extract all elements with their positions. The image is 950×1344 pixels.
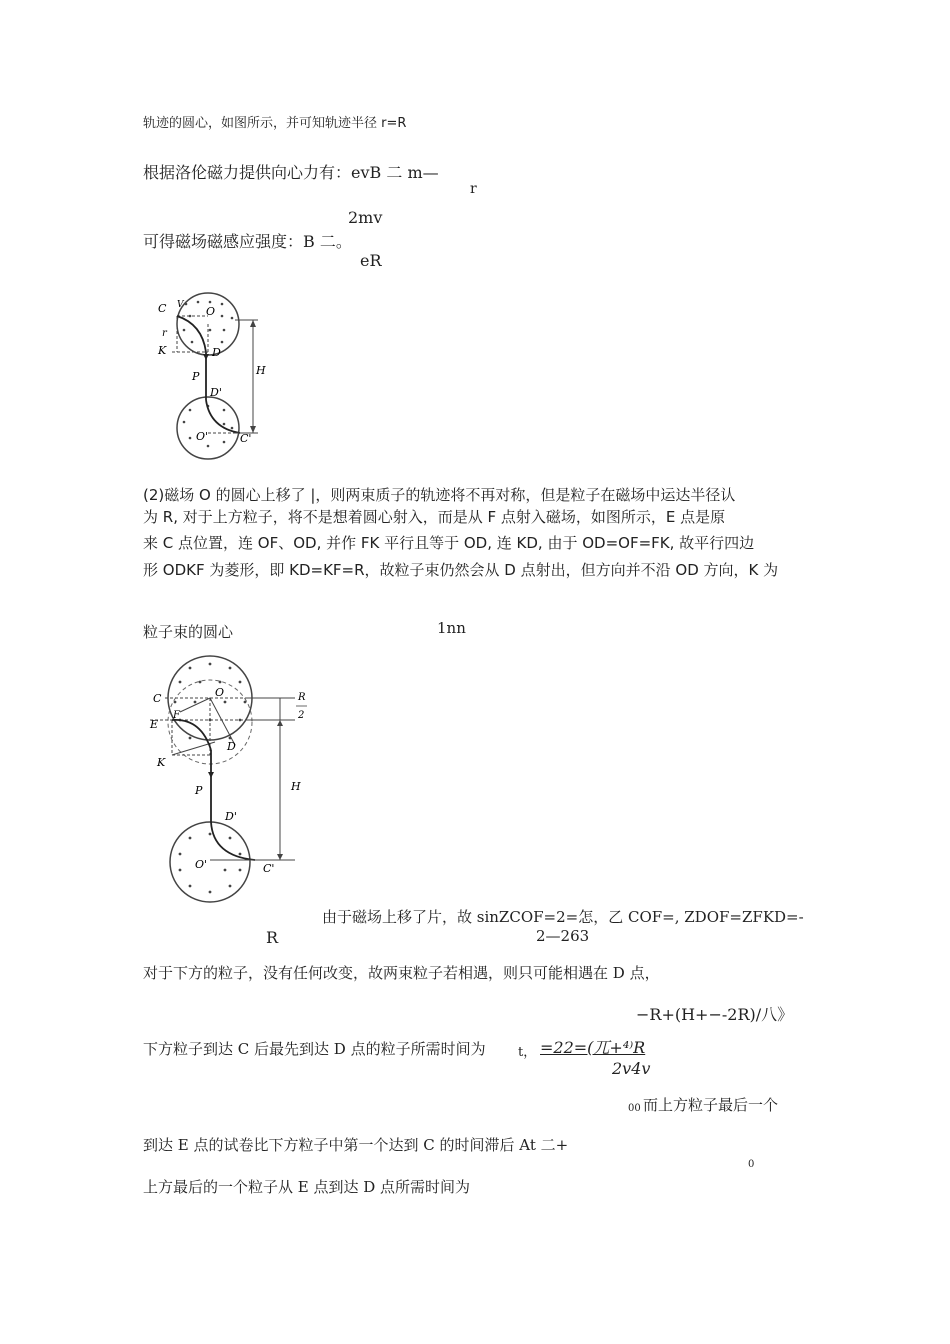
figure-2-diagram [145, 650, 310, 905]
formula-lower-time-denominator: 2v4v [612, 1059, 651, 1078]
field-numerator: 2mv [348, 208, 383, 227]
field-denominator: eR [360, 251, 382, 270]
lorentz-denominator: r [470, 181, 477, 197]
fig2-label-D: D [227, 740, 236, 753]
figure-1-diagram [150, 290, 270, 472]
fig2-label-E: E [150, 718, 159, 731]
line-upper-e-to-d: 上方最后的一个粒子从 E 点到达 D 点所需时间为 [143, 1178, 471, 1196]
fig1-label-K: K [158, 344, 167, 357]
paragraph-2-line-3: 来 C 点位置，连 OF、OD, 并作 FK 平行且等于 OD, 连 KD, 由于 OD=OF=FK, 故平行四边 [143, 534, 755, 552]
fig1-label-C: C [158, 302, 167, 315]
line-field-strength: 可得磁场磁感应强度：B 二。 [143, 232, 352, 251]
line-upper-last: 而上方粒子最后一个 [643, 1096, 779, 1114]
fig2-label-C: C [153, 692, 162, 705]
fig2-label-R: R [298, 692, 306, 703]
fig1-label-H: H [256, 364, 266, 377]
fig1-label-P: P [192, 370, 200, 383]
line-sin-angle-fraction: 2—263 [536, 927, 590, 945]
paragraph-2-line-2: 为 R, 对于上方粒子，将不是想着圆心射入，而是从 F 点射入磁场，如图所示，E 点是原 [143, 508, 726, 526]
fig1-label-Dp: D' [210, 386, 222, 399]
paragraph-2-line-5-right: 1nn [437, 619, 466, 637]
fig1-label-r: r [162, 328, 167, 339]
fig1-label-O: O [206, 305, 216, 318]
fig2-label-two: 2 [298, 710, 305, 721]
fig1-label-Op: O' [196, 430, 209, 443]
line-sin-angle: 由于磁场上移了片，故 sinZCOF=2=怎，乙 COF=, ZDOF=ZFKD=- [322, 908, 804, 926]
fig1-label-v: V [177, 300, 184, 310]
fig2-label-O: O [215, 686, 225, 699]
line-time-lag-subscript: 0 [748, 1159, 755, 1170]
line-time-lag: 到达 E 点的试卷比下方粒子中第一个达到 C 的时间滞后 At 二+ [143, 1136, 569, 1154]
formula-lower-time: =22=(兀+⁴⁾R [540, 1038, 646, 1057]
paragraph-2-line-4: 形 ODKF 为菱形，即 KD=KF=R，故粒子束仍然会从 D 点射出，但方向并不沿 OD 方向，K 为 [143, 561, 779, 579]
formula-time-numerator: −R+(H+−-2R)/八》 [636, 1005, 794, 1024]
fig2-label-K: K [157, 756, 166, 769]
fig2-label-Op: O' [195, 858, 208, 871]
fig2-label-Dp: D' [225, 810, 237, 823]
line-lower-time: 下方粒子到达 C 后最先到达 D 点的粒子所需时间为 [143, 1040, 486, 1058]
fig2-label-Cp: C' [263, 862, 275, 875]
line-upper-last-subscript: 00 [628, 1103, 641, 1114]
line-trajectory-center: 轨迹的圆心，如图所示，并可知轨迹半径 r=R [143, 116, 407, 131]
fig2-label-P: P [195, 784, 203, 797]
fig1-label-Cp: C' [240, 432, 252, 445]
fig1-label-D: D [212, 346, 221, 359]
fig2-label-H: H [291, 780, 301, 793]
line-lower-particles: 对于下方的粒子，没有任何改变，故两束粒子若相遇，则只可能相遇在 D 点， [143, 964, 660, 982]
fig2-label-F: F [173, 710, 180, 721]
line-lorentz-force: 根据洛伦磁力提供向心力有：evB 二 m— [143, 163, 439, 182]
paragraph-2-line-5: 粒子束的圆心 [143, 623, 234, 641]
paragraph-2-line-1: (2)磁场 O 的圆心上移了 |，则两束质子的轨迹将不再对称，但是粒子在磁场中运达半径认 [143, 486, 736, 504]
line-sin-angle-R: R [266, 928, 279, 947]
line-lower-time-t: t， [518, 1045, 537, 1060]
